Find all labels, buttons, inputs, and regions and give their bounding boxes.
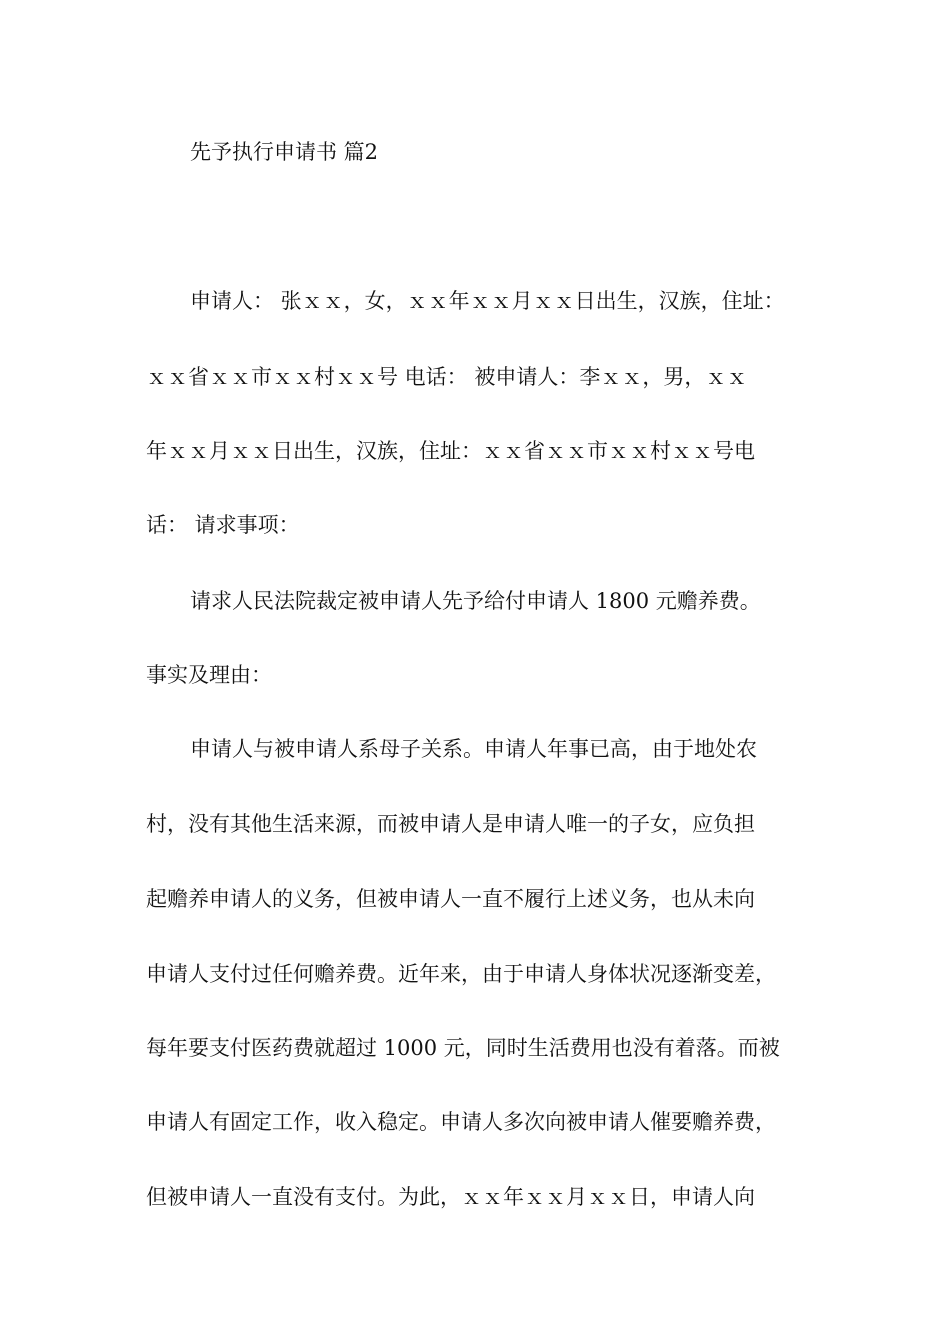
paragraph-line: 请求人民法院裁定被申请人先予给付申请人 1800 元赡养费。: [190, 589, 761, 613]
paragraph-line: ｘｘ省ｘｘ市ｘｘ村ｘｘ号 电话： 被申请人：李ｘｘ，男，ｘｘ: [146, 365, 748, 389]
paragraph-line: 申请人： 张ｘｘ，女，ｘｘ年ｘｘ月ｘｘ日出生，汉族，住址：: [190, 289, 785, 313]
paragraph-line: 但被申请人一直没有支付。为此，ｘｘ年ｘｘ月ｘｘ日，申请人向: [146, 1185, 755, 1209]
paragraph-line: 申请人有固定工作，收入稳定。申请人多次向被申请人催要赡养费，: [146, 1110, 776, 1134]
paragraph-line: 每年要支付医药费就超过 1000 元，同时生活费用也没有着落。而被: [146, 1036, 780, 1060]
paragraph-line: 村，没有其他生活来源，而被申请人是申请人唯一的子女，应负担: [146, 812, 755, 836]
paragraph-line: 申请人支付过任何赡养费。近年来，由于申请人身体状况逐渐变差，: [146, 962, 776, 986]
paragraph-line: 申请人与被申请人系母子关系。申请人年事已高，由于地处农: [190, 737, 757, 761]
paragraph-line: 话： 请求事项：: [146, 513, 300, 537]
paragraph-line: 年ｘｘ月ｘｘ日出生，汉族，住址：ｘｘ省ｘｘ市ｘｘ村ｘｘ号电: [146, 439, 755, 463]
section-heading: 事实及理由：: [146, 663, 272, 687]
document-title: 先予执行申请书 篇2: [190, 140, 379, 164]
paragraph-line: 起赡养申请人的义务，但被申请人一直不履行上述义务，也从未向: [146, 887, 755, 911]
